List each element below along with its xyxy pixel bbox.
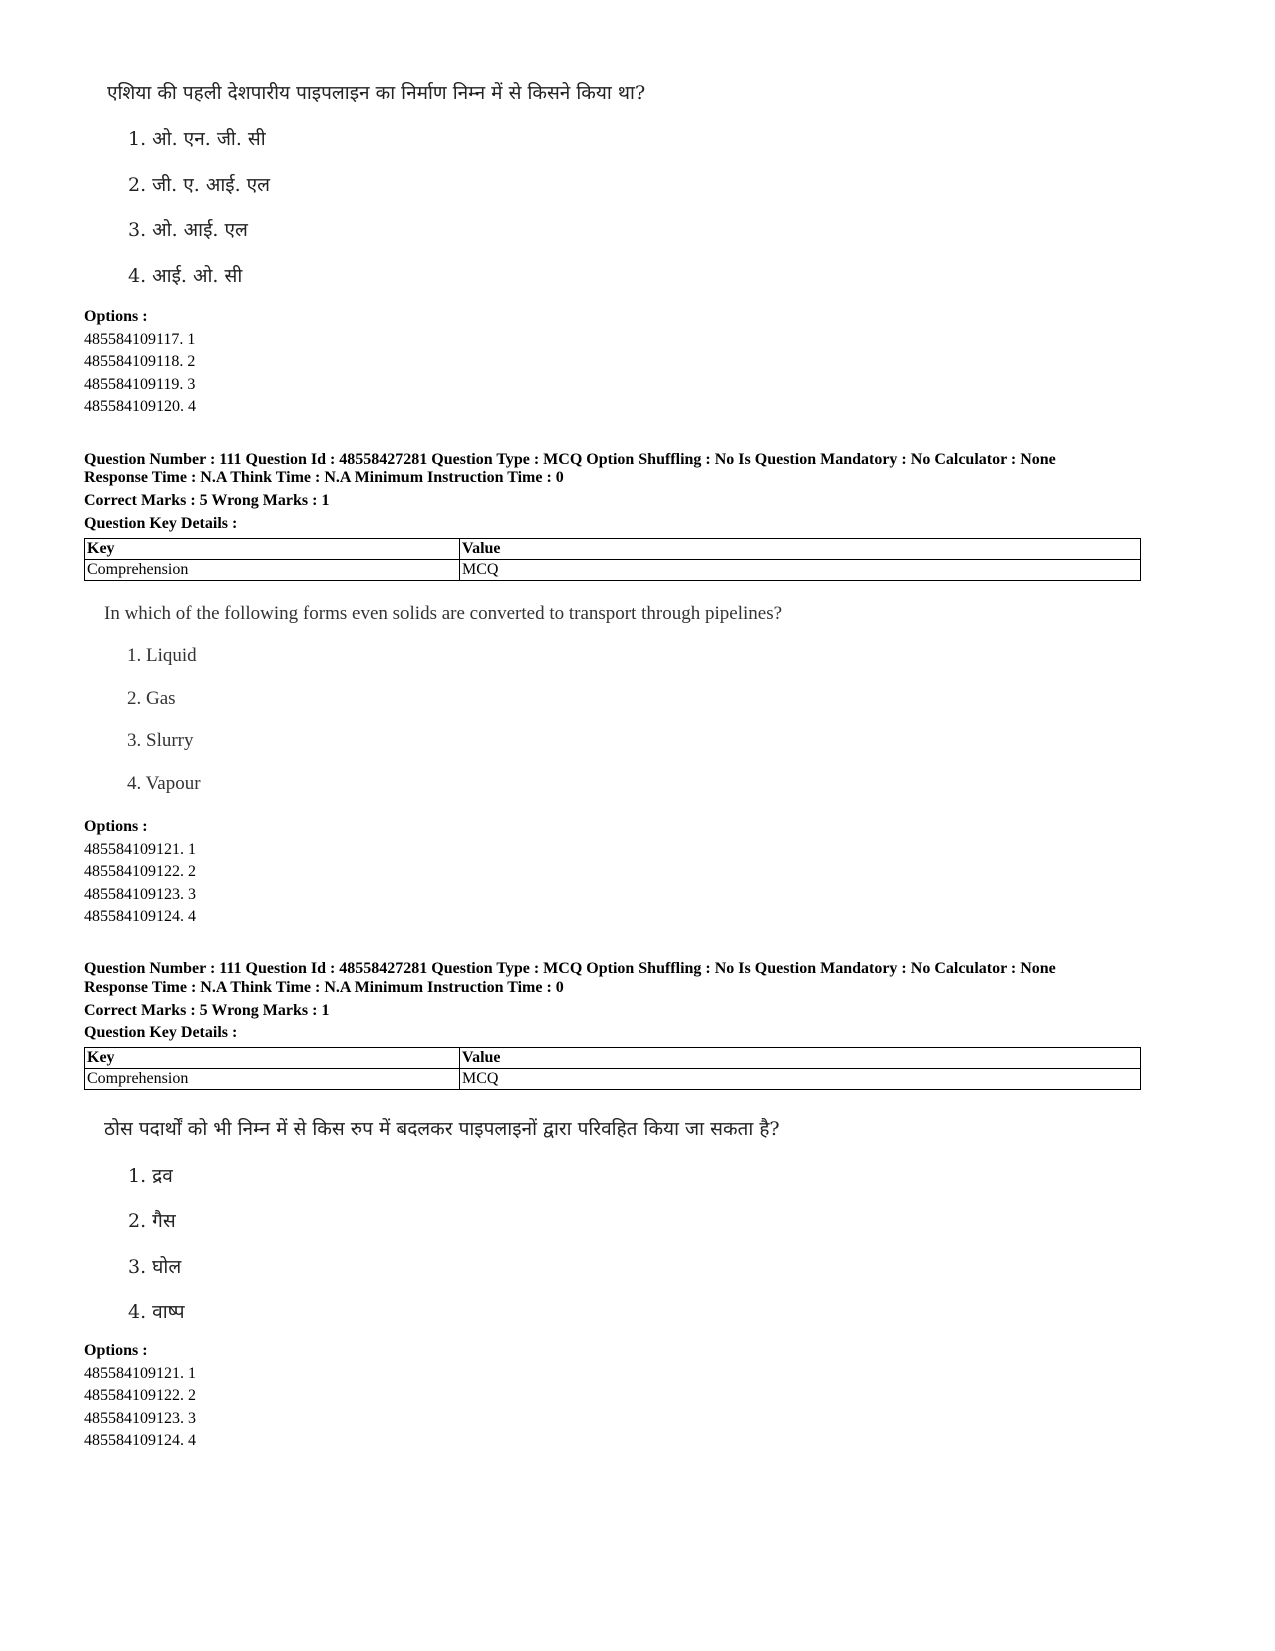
table-header-key: Key — [85, 539, 460, 560]
option-id: 485584109121. 1 — [84, 1365, 196, 1382]
option-id: 485584109118. 2 — [84, 353, 196, 370]
key-details-table — [84, 538, 1141, 581]
table-header-value: Value — [460, 539, 1141, 560]
question-meta-line-1: Question Number : 111 Question Id : 48558427281 Question Type : MCQ Option Shuffling : No Is Question Mandatory : No Calculator : None — [84, 451, 1056, 468]
table-cell-key: Comprehension — [85, 1069, 460, 1090]
table-header-value: Value — [460, 1048, 1141, 1069]
table-cell-value: MCQ — [460, 560, 1141, 581]
options-label: Options : — [84, 818, 148, 835]
answer-choice: 2. जी. ए. आई. एल — [128, 174, 271, 196]
answer-choice: 1. Liquid — [127, 645, 197, 666]
marks-line: Correct Marks : 5 Wrong Marks : 1 — [84, 1002, 330, 1019]
question-text: ठोस पदार्थों को भी निम्न में से किस रुप में बदलकर पाइपलाइनों द्वारा परिवहित किया जा सकता है? — [104, 1118, 780, 1140]
option-id: 485584109121. 1 — [84, 841, 196, 858]
answer-choice: 4. Vapour — [127, 773, 201, 794]
table-cell-value: MCQ — [460, 1069, 1141, 1090]
option-id: 485584109124. 4 — [84, 908, 196, 925]
table-header-key: Key — [85, 1048, 460, 1069]
answer-choice: 1. द्रव — [128, 1165, 173, 1187]
answer-choice: 2. गैस — [128, 1210, 176, 1232]
answer-choice: 2. Gas — [127, 688, 176, 709]
answer-choice: 3. Slurry — [127, 730, 194, 751]
answer-choice: 1. ओ. एन. जी. सी — [128, 128, 266, 150]
option-id: 485584109122. 2 — [84, 863, 196, 880]
question-meta-line-2: Response Time : N.A Think Time : N.A Minimum Instruction Time : 0 — [84, 979, 564, 996]
options-label: Options : — [84, 308, 148, 325]
answer-choice: 3. घोल — [128, 1256, 182, 1278]
question-text: एशिया की पहली देशपारीय पाइपलाइन का निर्माण निम्न में से किसने किया था? — [107, 82, 646, 104]
key-details-label: Question Key Details : — [84, 1024, 238, 1041]
option-id: 485584109120. 4 — [84, 398, 196, 415]
key-details-table — [84, 1047, 1141, 1090]
option-id: 485584109123. 3 — [84, 886, 196, 903]
answer-choice: 4. आई. ओ. सी — [128, 265, 243, 287]
table-cell-key: Comprehension — [85, 560, 460, 581]
option-id: 485584109117. 1 — [84, 331, 196, 348]
question-meta-line-2: Response Time : N.A Think Time : N.A Minimum Instruction Time : 0 — [84, 469, 564, 486]
key-details-label: Question Key Details : — [84, 515, 238, 532]
marks-line: Correct Marks : 5 Wrong Marks : 1 — [84, 492, 330, 509]
options-label: Options : — [84, 1342, 148, 1359]
question-meta-line-1: Question Number : 111 Question Id : 48558427281 Question Type : MCQ Option Shuffling : No Is Question Mandatory : No Calculator : None — [84, 960, 1056, 977]
option-id: 485584109119. 3 — [84, 376, 196, 393]
answer-choice: 3. ओ. आई. एल — [128, 219, 248, 241]
answer-choice: 4. वाष्प — [128, 1301, 185, 1323]
option-id: 485584109123. 3 — [84, 1410, 196, 1427]
option-id: 485584109124. 4 — [84, 1432, 196, 1449]
question-text: In which of the following forms even solids are converted to transport through pipelines? — [104, 603, 783, 624]
option-id: 485584109122. 2 — [84, 1387, 196, 1404]
